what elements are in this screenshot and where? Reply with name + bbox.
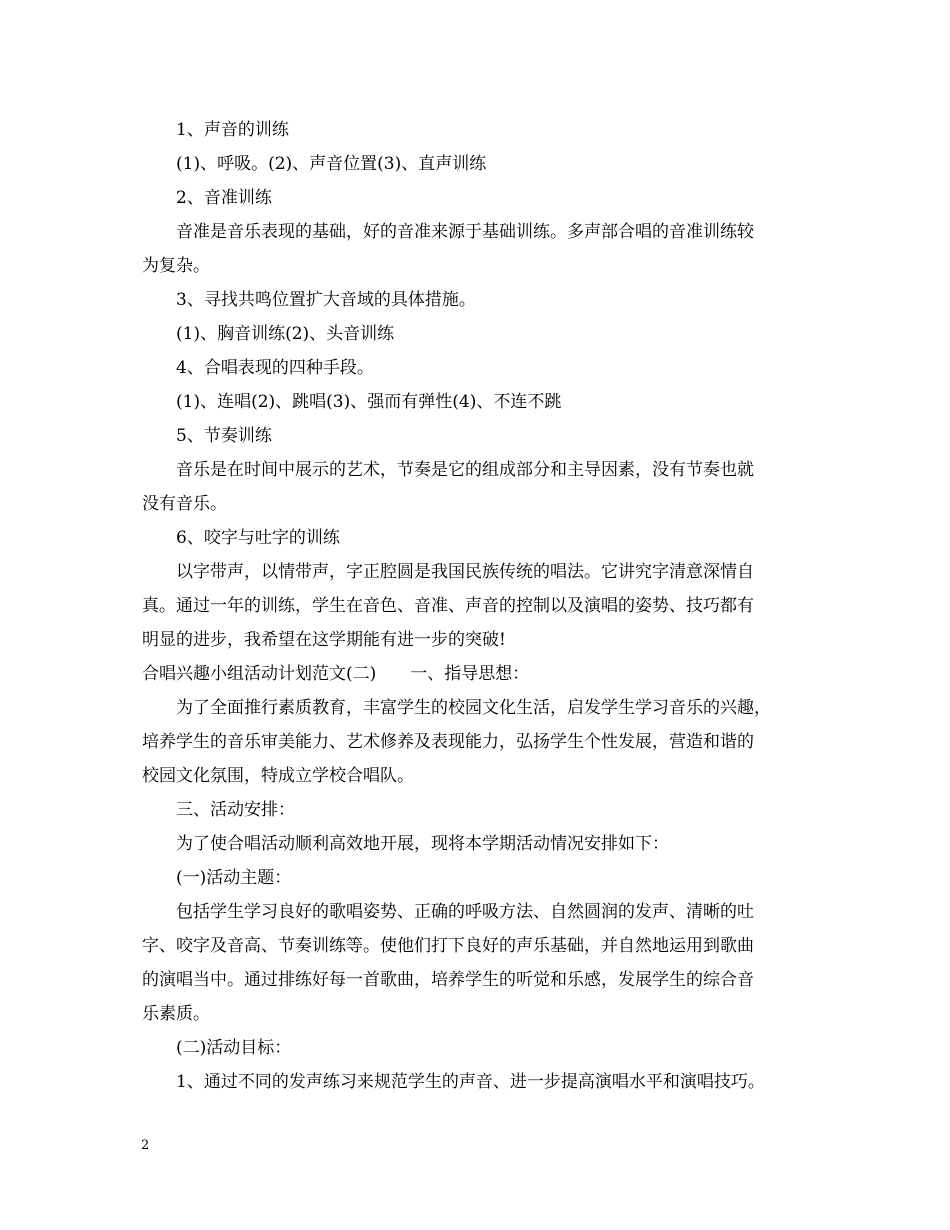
section-title: 合唱兴趣小组活动计划范文(二) 一、指导思想： (142, 664, 530, 684)
paragraph-line: 为了使合唱活动顺利高效地开展，现将本学期活动情况安排如下： (176, 834, 669, 854)
paragraph-line: 乐素质。 (142, 1004, 210, 1024)
heading-pitch-training: 2、音准训练 (176, 188, 272, 208)
heading-voice-training: 1、声音的训练 (176, 120, 289, 140)
paragraph-line: 真。通过一年的训练，学生在音色、音准、声音的控制以及演唱的姿势、技巧都有 (142, 596, 754, 616)
heading-expression-means: 4、合唱表现的四种手段。 (176, 358, 374, 378)
paragraph-line: 为复杂。 (142, 256, 210, 276)
paragraph-line: 音准是音乐表现的基础，好的音准来源于基础训练。多声部合唱的音准训练较 (176, 222, 754, 242)
paragraph-line: 的演唱当中。通过排练好每一首歌曲，培养学生的听觉和乐感，发展学生的综合音 (142, 970, 754, 990)
paragraph-line: 培养学生的音乐审美能力、艺术修养及表现能力，弘扬学生个性发展，营造和谐的 (142, 732, 754, 752)
text-line: (1)、胸音训练(2)、头音训练 (176, 324, 395, 344)
heading-activity-goals: (二)活动目标： (176, 1038, 292, 1058)
paragraph-line: 明显的进步，我希望在这学期能有进一步的突破! (142, 630, 506, 650)
paragraph-line: 以字带声，以情带声，字正腔圆是我国民族传统的唱法。它讲究字清意深情自 (176, 562, 754, 582)
page-number: 2 (141, 1138, 150, 1153)
paragraph-line: 1、通过不同的发声练习来规范学生的声音、进一步提高演唱水平和演唱技巧。 (176, 1072, 765, 1092)
heading-diction-training: 6、咬字与吐字的训练 (176, 528, 340, 548)
paragraph-line: 为了全面推行素质教育，丰富学生的校园文化生活，启发学生学习音乐的兴趣， (176, 698, 771, 718)
heading-activity-arrangement: 三、活动安排： (176, 800, 295, 820)
text-line: (1)、呼吸。(2)、声音位置(3)、直声训练 (176, 154, 487, 174)
paragraph-line: 包括学生学习良好的歌唱姿势、正确的呼吸方法、自然圆润的发声、清晰的吐 (176, 902, 754, 922)
paragraph-line: 没有音乐。 (142, 494, 227, 514)
paragraph-line: 音乐是在时间中展示的艺术，节奏是它的组成部分和主导因素，没有节奏也就 (176, 460, 754, 480)
text-line: (1)、连唱(2)、跳唱(3)、强而有弹性(4)、不连不跳 (176, 392, 562, 412)
heading-activity-theme: (一)活动主题： (176, 868, 292, 888)
heading-resonance: 3、寻找共鸣位置扩大音域的具体措施。 (176, 290, 476, 310)
heading-rhythm-training: 5、节奏训练 (176, 426, 272, 446)
paragraph-line: 校园文化氛围，特成立学校合唱队。 (142, 766, 414, 786)
paragraph-line: 字、咬字及音高、节奏训练等。使他们打下良好的声乐基础，并自然地运用到歌曲 (142, 936, 754, 956)
